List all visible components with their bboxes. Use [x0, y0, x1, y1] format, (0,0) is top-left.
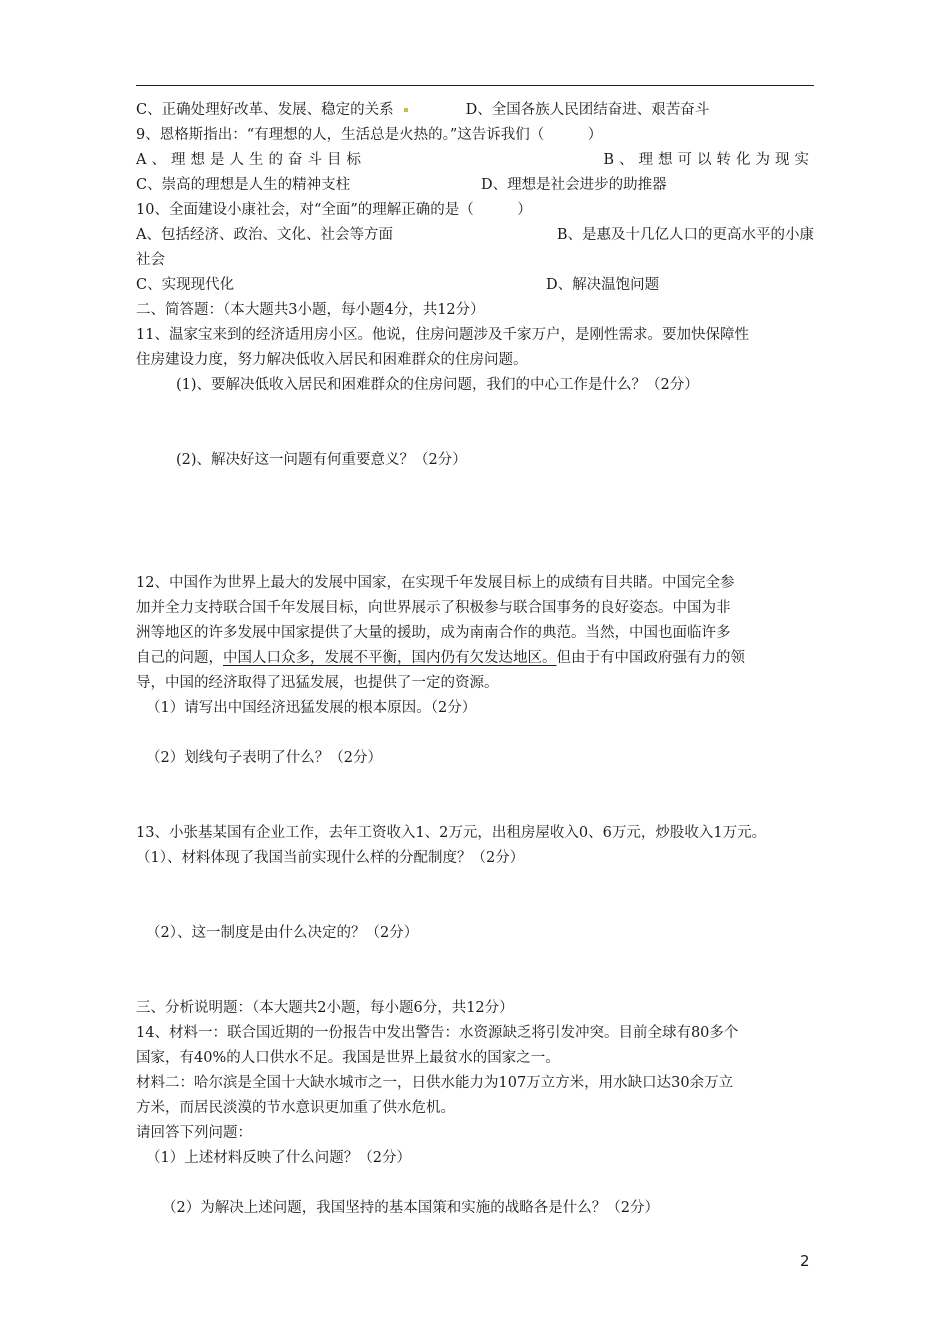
underlined-sentence: 中国人口众多，发展不平衡，国内仍有欠发达地区。: [223, 650, 557, 666]
question-11-sub-2: (2)、解决好这一问题有何重要意义？（2分）: [176, 452, 467, 468]
section-2-heading: 二、简答题：（本大题共3小题，每小题4分，共12分）: [136, 302, 485, 318]
question-12-line-4: [136, 648, 745, 668]
option-c: C、崇高的理想是人生的精神支柱: [136, 177, 351, 193]
option-a: A、包括经济、政治、文化、社会等方面: [136, 227, 393, 243]
text-after-underline: 但由于有中国政府强有力的领: [556, 650, 745, 666]
question-11-line-2: 住房建设力度，努力解决低收入居民和困难群众的住房问题。: [136, 352, 528, 368]
text-before-underline: 自己的问题，: [136, 650, 223, 666]
header-rule: [136, 85, 814, 86]
option-b-continued: 社会: [136, 252, 165, 268]
stray-mark: [404, 108, 408, 112]
option-a: A、理想是人生的奋斗目标: [136, 152, 366, 168]
question-12-sub-1: （1）请写出中国经济迅猛发展的根本原因。（2分）: [146, 700, 477, 716]
option-b: B、是惠及十几亿人口的更高水平的小康: [556, 227, 814, 243]
option-row-9cd: [136, 175, 667, 195]
question-13-sub-1: （1）、材料体现了我国当前实现什么样的分配制度？（2分）: [136, 850, 525, 866]
question-12-line-2: 加并全力支持联合国千年发展目标，向世界展示了积极参与联合国事务的良好姿态。中国为非: [136, 600, 731, 616]
option-row-10cd: [136, 275, 659, 295]
question-14-sub-2: （2）为解决上述问题，我国坚持的基本国策和实施的战略各是什么？（2分）: [162, 1200, 659, 1216]
question-14-line-3: 材料二：哈尔滨是全国十大缺水城市之一，日供水能力为107万立方米，用水缺口达30余万立: [136, 1075, 734, 1091]
question-14-prompt: 请回答下列问题：: [136, 1125, 252, 1141]
question-11-line-1: 11、温家宝来到的经济适用房小区。他说，住房问题涉及千家万户，是刚性需求。要加快保障性: [136, 327, 749, 343]
question-12-line-1: 12、中国作为世界上最大的发展中国家，在实现千年发展目标上的成绩有目共睹。中国完全参: [136, 575, 735, 591]
question-14-line-4: 方米，而居民淡漠的节水意识更加重了供水危机。: [136, 1100, 455, 1116]
option-row-10ab: [136, 225, 814, 245]
page-number: 2: [800, 1252, 810, 1270]
option-c: C、实现现代化: [136, 277, 235, 293]
question-12-line-3: 洲等地区的许多发展中国家提供了大量的援助，成为南南合作的典范。当然，中国也面临许多: [136, 625, 731, 641]
question-11-sub-1: (1)、要解决低收入居民和困难群众的住房问题，我们的中心工作是什么？（2分）: [176, 377, 699, 393]
question-10: 10、全面建设小康社会，对“全面”的理解正确的是（ ）: [136, 202, 532, 218]
question-14-sub-1: （1）上述材料反映了什么问题？（2分）: [146, 1150, 411, 1166]
question-13-sub-2: （2）、这一制度是由什么决定的？（2分）: [146, 925, 419, 941]
question-14-line-2: 国家，有40%的人口供水不足。我国是世界上最贫水的国家之一。: [136, 1050, 560, 1066]
question-13: 13、小张基某国有企业工作，去年工资收入1、2万元，出租房屋收入0、6万元，炒股收入1万元。: [136, 825, 767, 841]
question-14-line-1: 14、材料一：联合国近期的一份报告中发出警告：水资源缺乏将引发冲突。目前全球有80多个: [136, 1025, 739, 1041]
option-b: B、理想可以转化为现实: [603, 152, 814, 168]
section-3-heading: 三、分析说明题：（本大题共2小题，每小题6分，共12分）: [136, 1000, 514, 1016]
question-12-line-5: 导，中国的经济取得了迅猛发展，也提供了一定的资源。: [136, 675, 499, 691]
question-12-sub-2: （2）划线句子表明了什么？（2分）: [146, 750, 382, 766]
option-d: D、全国各族人民团结奋进、艰苦奋斗: [465, 102, 710, 118]
option-d: D、解决温饱问题: [546, 277, 660, 293]
option-d: D、理想是社会进步的助推器: [481, 177, 667, 193]
question-9: 9、恩格斯指出：“有理想的人，生活总是火热的。”这告诉我们（ ）: [136, 127, 603, 143]
option-row-9ab: [136, 150, 814, 170]
option-row-8cd: [136, 100, 709, 120]
option-c: C、正确处理好改革、发展、稳定的关系: [136, 102, 394, 118]
